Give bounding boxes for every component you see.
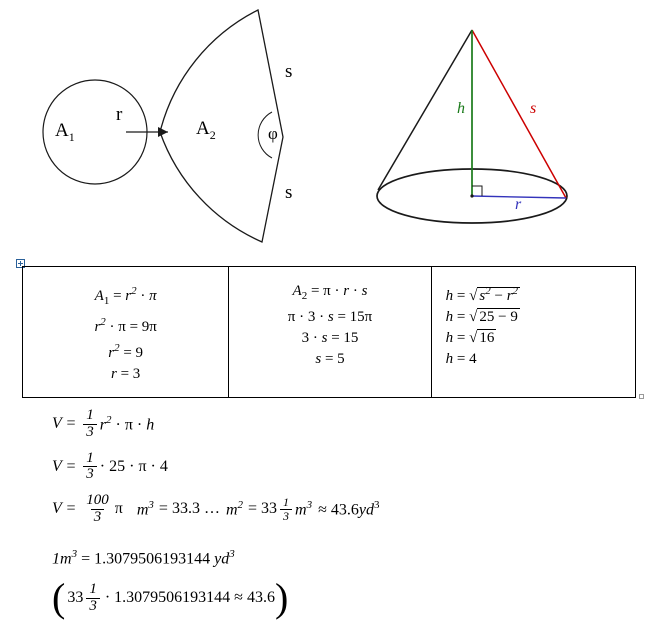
verify-whole: 33 bbox=[67, 589, 84, 607]
unit-conversion-line: $1m^3 = 1.3079506193144$ $yd^3$ bbox=[52, 547, 235, 567]
equation-line: $r^2 \cdot \pi = 9\pi$ bbox=[94, 316, 157, 335]
volume-eq-mixed: = 33 bbox=[248, 500, 278, 518]
cone-radius-label: r bbox=[515, 196, 522, 213]
geometry-figures-svg bbox=[0, 0, 665, 258]
equation-line: π · 3 · s = 15π bbox=[287, 309, 373, 325]
circle-area-label: $A_1$ bbox=[55, 120, 75, 144]
angle-phi-label: φ bbox=[268, 124, 278, 143]
table-resize-handle[interactable] bbox=[639, 394, 644, 399]
volume-line-2-rest: · 25 · π · 4 bbox=[99, 457, 168, 475]
equation-line: $A_2 = \pi \cdot r \cdot s$ bbox=[292, 283, 368, 302]
table-cell-base-area bbox=[23, 267, 229, 397]
cone-height-label: h bbox=[457, 100, 465, 117]
volume-line-3: V = $\frac{100}{3}$ π $m^3$ = 33.3 … $m^2$ = 33 $\frac{1}{3}$ $m^3$ ≈ $43.6yd^3$ bbox=[52, 492, 380, 525]
radius-label: r bbox=[116, 104, 123, 125]
equation-line: 3 · s = 15 bbox=[301, 330, 359, 346]
table-cell-height bbox=[432, 267, 635, 397]
verify-rest: · 1.3079506193144 ≈ 43.6 bbox=[104, 589, 275, 607]
slant-label-bottom: s bbox=[285, 182, 293, 203]
fraction-one-third: $\frac{1}{3}$ bbox=[83, 408, 97, 441]
calculations-table bbox=[22, 266, 636, 398]
equation-line: h = 4 bbox=[445, 351, 477, 367]
fraction-hundred-thirds: $\frac{100}{3}$ bbox=[86, 492, 109, 525]
apex-foot-dot bbox=[470, 194, 473, 197]
sector-area-label: $A_2$ bbox=[196, 118, 216, 142]
volume-yd3-approx: ≈ $43.6yd^3$ bbox=[318, 499, 380, 519]
pi-symbol: π bbox=[114, 500, 123, 518]
equation-line: $r^2 = 9$ bbox=[108, 342, 144, 361]
unit-m2: $m^2$ bbox=[225, 499, 244, 519]
right-angle-mark bbox=[472, 186, 482, 196]
unit-m3-a: $m^3$ bbox=[136, 499, 154, 519]
fraction-one-third-small: $\frac{1}{3}$ bbox=[86, 582, 100, 615]
mixed-number-33-1-3: $\frac{1}{3}$ bbox=[279, 496, 293, 522]
cone-slant-label: s bbox=[530, 100, 537, 117]
table-cell-lateral-area bbox=[229, 267, 431, 397]
fraction-one-third: $\frac{1}{3}$ bbox=[83, 451, 97, 484]
volume-derivation bbox=[52, 407, 652, 621]
volume-line-1: V = $\frac{1}{3}$ $r^2 \cdot \pi \cdot h$ bbox=[52, 407, 155, 440]
volume-approx-decimal: = 33.3 … bbox=[158, 500, 220, 518]
paren-close: ) bbox=[274, 575, 289, 621]
slant-label-top: s bbox=[285, 61, 293, 82]
equation-line: h = √ 25 − 9 bbox=[445, 309, 518, 325]
unit-m3-b: $m^3$ bbox=[295, 499, 313, 519]
sector-outline bbox=[160, 10, 283, 242]
figure-area bbox=[0, 0, 665, 258]
equation-line: h = √ $s^2 - r^2$ bbox=[445, 285, 519, 304]
volume-line-2: V = $\frac{1}{3}$ · 25 · π · 4 bbox=[52, 449, 168, 483]
paren-open: ( bbox=[52, 575, 66, 621]
equation-line: $A_1 = r^2 \cdot \pi$ bbox=[94, 285, 157, 307]
equation-line: h = √ 16 bbox=[445, 330, 495, 346]
verification-line bbox=[52, 575, 652, 621]
equation-line: s = 5 bbox=[315, 351, 345, 367]
equation-line: r = 3 bbox=[111, 366, 141, 382]
volume-line-1-rest: $r^2 \cdot \pi \cdot h$ bbox=[99, 414, 155, 434]
